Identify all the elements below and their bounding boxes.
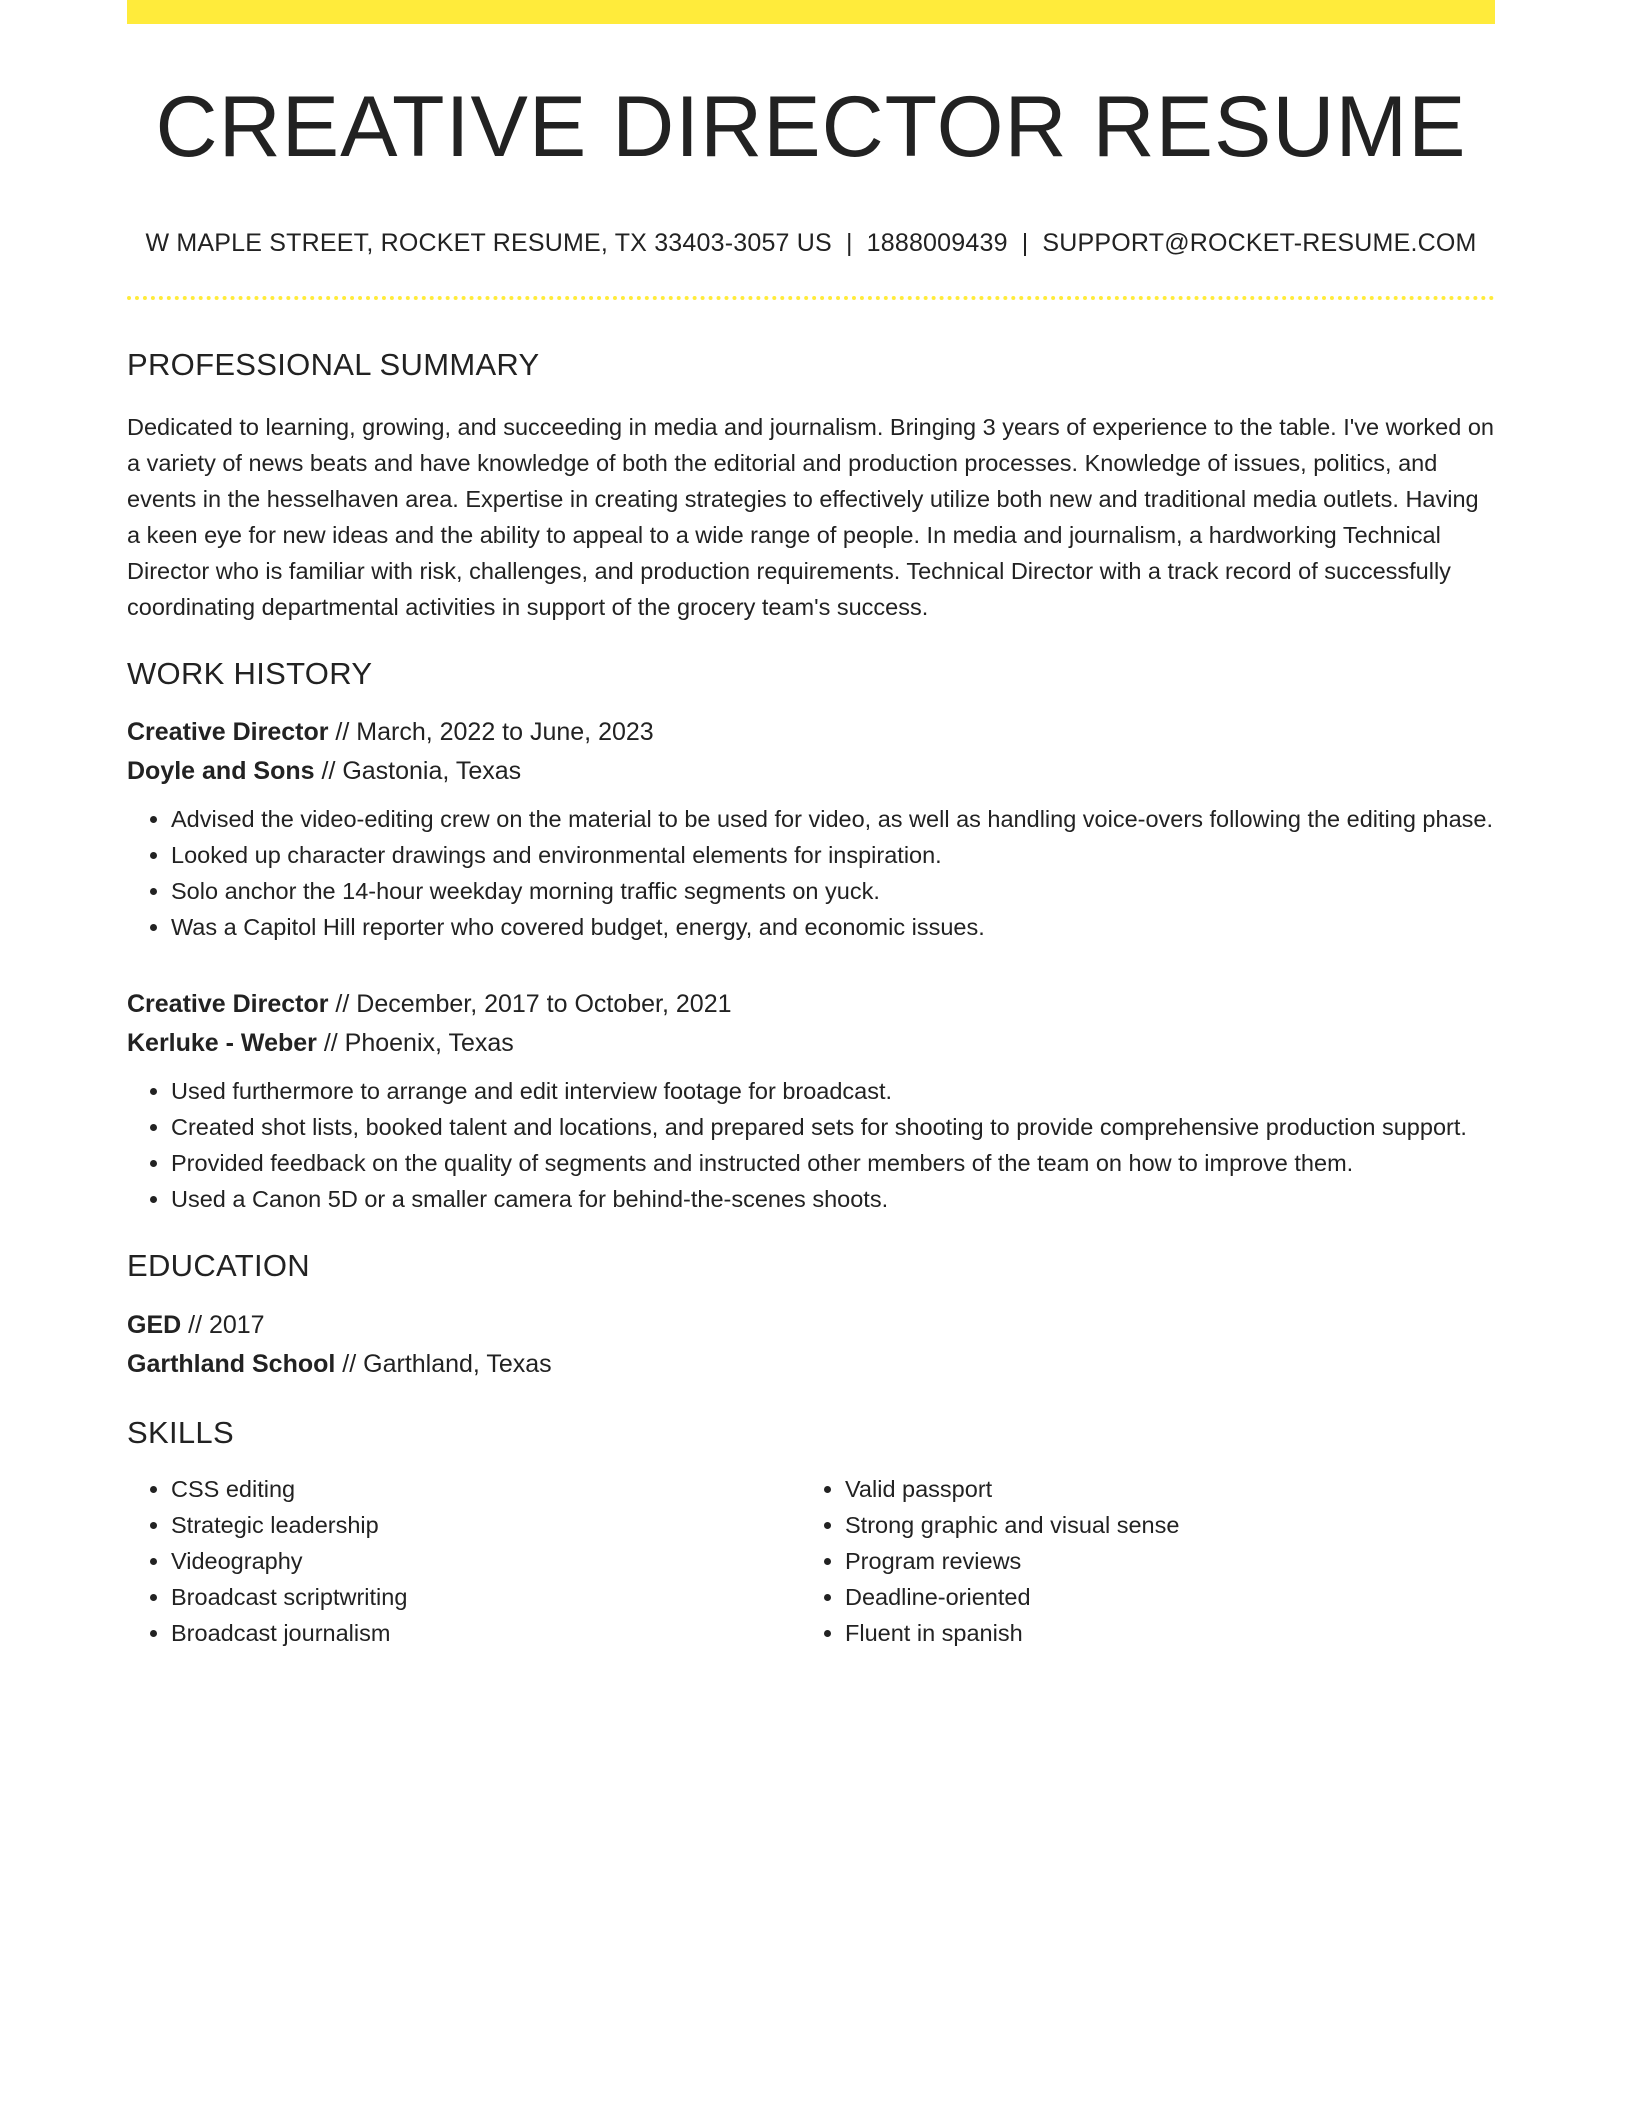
education-degree: GED xyxy=(127,1310,182,1339)
education-location: // Garthland, Texas xyxy=(335,1349,552,1378)
job-company-line xyxy=(127,1024,1495,1063)
job-bullet: • Created shot lists, booked talent and locations, and prepared sets for shooting to provide comprehensive production support. xyxy=(171,1109,1495,1145)
contact-phone: 1888009439 xyxy=(866,229,1008,258)
job-bullets xyxy=(127,1073,1495,1217)
work-history-heading: WORK HISTORY xyxy=(127,656,373,692)
skill-item: • Broadcast scriptwriting xyxy=(171,1579,801,1615)
job-entry xyxy=(127,985,1495,1217)
job-bullet: • Looked up character drawings and environmental elements for inspiration. xyxy=(171,837,1495,873)
job-bullets xyxy=(127,801,1495,945)
dotted-divider xyxy=(127,296,1495,300)
skills-heading: SKILLS xyxy=(127,1414,234,1450)
education-school: Garthland School xyxy=(127,1349,336,1378)
job-entry xyxy=(127,713,1495,945)
contact-separator: | xyxy=(1021,229,1029,258)
contact-email: SUPPORT@ROCKET-RESUME.COM xyxy=(1042,229,1477,258)
job-title: Creative Director xyxy=(127,989,329,1018)
summary-heading: PROFESSIONAL SUMMARY xyxy=(127,347,540,383)
education-heading: EDUCATION xyxy=(127,1247,310,1283)
job-company: Kerluke - Weber xyxy=(127,1028,317,1057)
top-accent-bar xyxy=(127,0,1495,24)
job-bullet: • Provided feedback on the quality of segments and instructed other members of the team on how to improve them. xyxy=(171,1145,1495,1181)
skills-columns xyxy=(127,1471,1495,1651)
skill-item: • Fluent in spanish xyxy=(845,1615,1475,1651)
job-title-line xyxy=(127,713,1495,752)
job-bullet: • Was a Capitol Hill reporter who covered budget, energy, and economic issues. xyxy=(171,909,1495,945)
skill-item: • Deadline-oriented xyxy=(845,1579,1475,1615)
contact-address: W MAPLE STREET, ROCKET RESUME, TX 33403-3057 US xyxy=(145,229,832,258)
skills-left-list xyxy=(127,1471,801,1651)
skill-item: • Valid passport xyxy=(845,1471,1475,1507)
resume-title: CREATIVE DIRECTOR RESUME xyxy=(155,79,1467,175)
education-degree-line xyxy=(127,1306,1495,1345)
job-company-line xyxy=(127,752,1495,791)
skill-item: • Strategic leadership xyxy=(171,1507,801,1543)
job-location: // Phoenix, Texas xyxy=(316,1028,514,1057)
education-school-line xyxy=(127,1345,1495,1384)
job-dates: // March, 2022 to June, 2023 xyxy=(328,717,654,746)
job-bullet: • Used a Canon 5D or a smaller camera for behind-the-scenes shoots. xyxy=(171,1181,1495,1217)
skills-right-list xyxy=(801,1471,1475,1651)
resume-page xyxy=(127,0,1495,1651)
contact-separator: | xyxy=(845,229,853,258)
job-title: Creative Director xyxy=(127,717,329,746)
skill-item: • Program reviews xyxy=(845,1543,1475,1579)
skill-item: • CSS editing xyxy=(171,1471,801,1507)
job-title-line xyxy=(127,985,1495,1024)
contact-line xyxy=(127,228,1495,258)
summary-text: Dedicated to learning, growing, and succeeding in media and journalism. Bringing 3 years of experience to the table. I've worked on a variety of news beats and have knowledge of both the editorial and production processes. Knowledge of issues, politics, and events in the hesselhaven area. Expertise in creating strategies to effectively utilize both new and traditional media outlets. Having a keen eye for new ideas and the ability to appeal to a wide range of people. In media and journalism, a hardworking Technical Director who is familiar with risk, challenges, and production requirements. Technical Director with a track record of successfully coordinating departmental activities in support of the grocery team's success. xyxy=(127,414,1494,621)
skill-item: • Strong graphic and visual sense xyxy=(845,1507,1475,1543)
job-bullet: • Advised the video-editing crew on the material to be used for video, as well as handling voice-overs following the editing phase. xyxy=(171,801,1495,837)
job-dates: // December, 2017 to October, 2021 xyxy=(328,989,732,1018)
education-year: // 2017 xyxy=(181,1310,265,1339)
job-company: Doyle and Sons xyxy=(127,756,315,785)
skill-item: • Videography xyxy=(171,1543,801,1579)
job-location: // Gastonia, Texas xyxy=(314,756,522,785)
job-bullet: • Solo anchor the 14-hour weekday morning traffic segments on yuck. xyxy=(171,873,1495,909)
skill-item: • Broadcast journalism xyxy=(171,1615,801,1651)
job-bullet: • Used furthermore to arrange and edit interview footage for broadcast. xyxy=(171,1073,1495,1109)
